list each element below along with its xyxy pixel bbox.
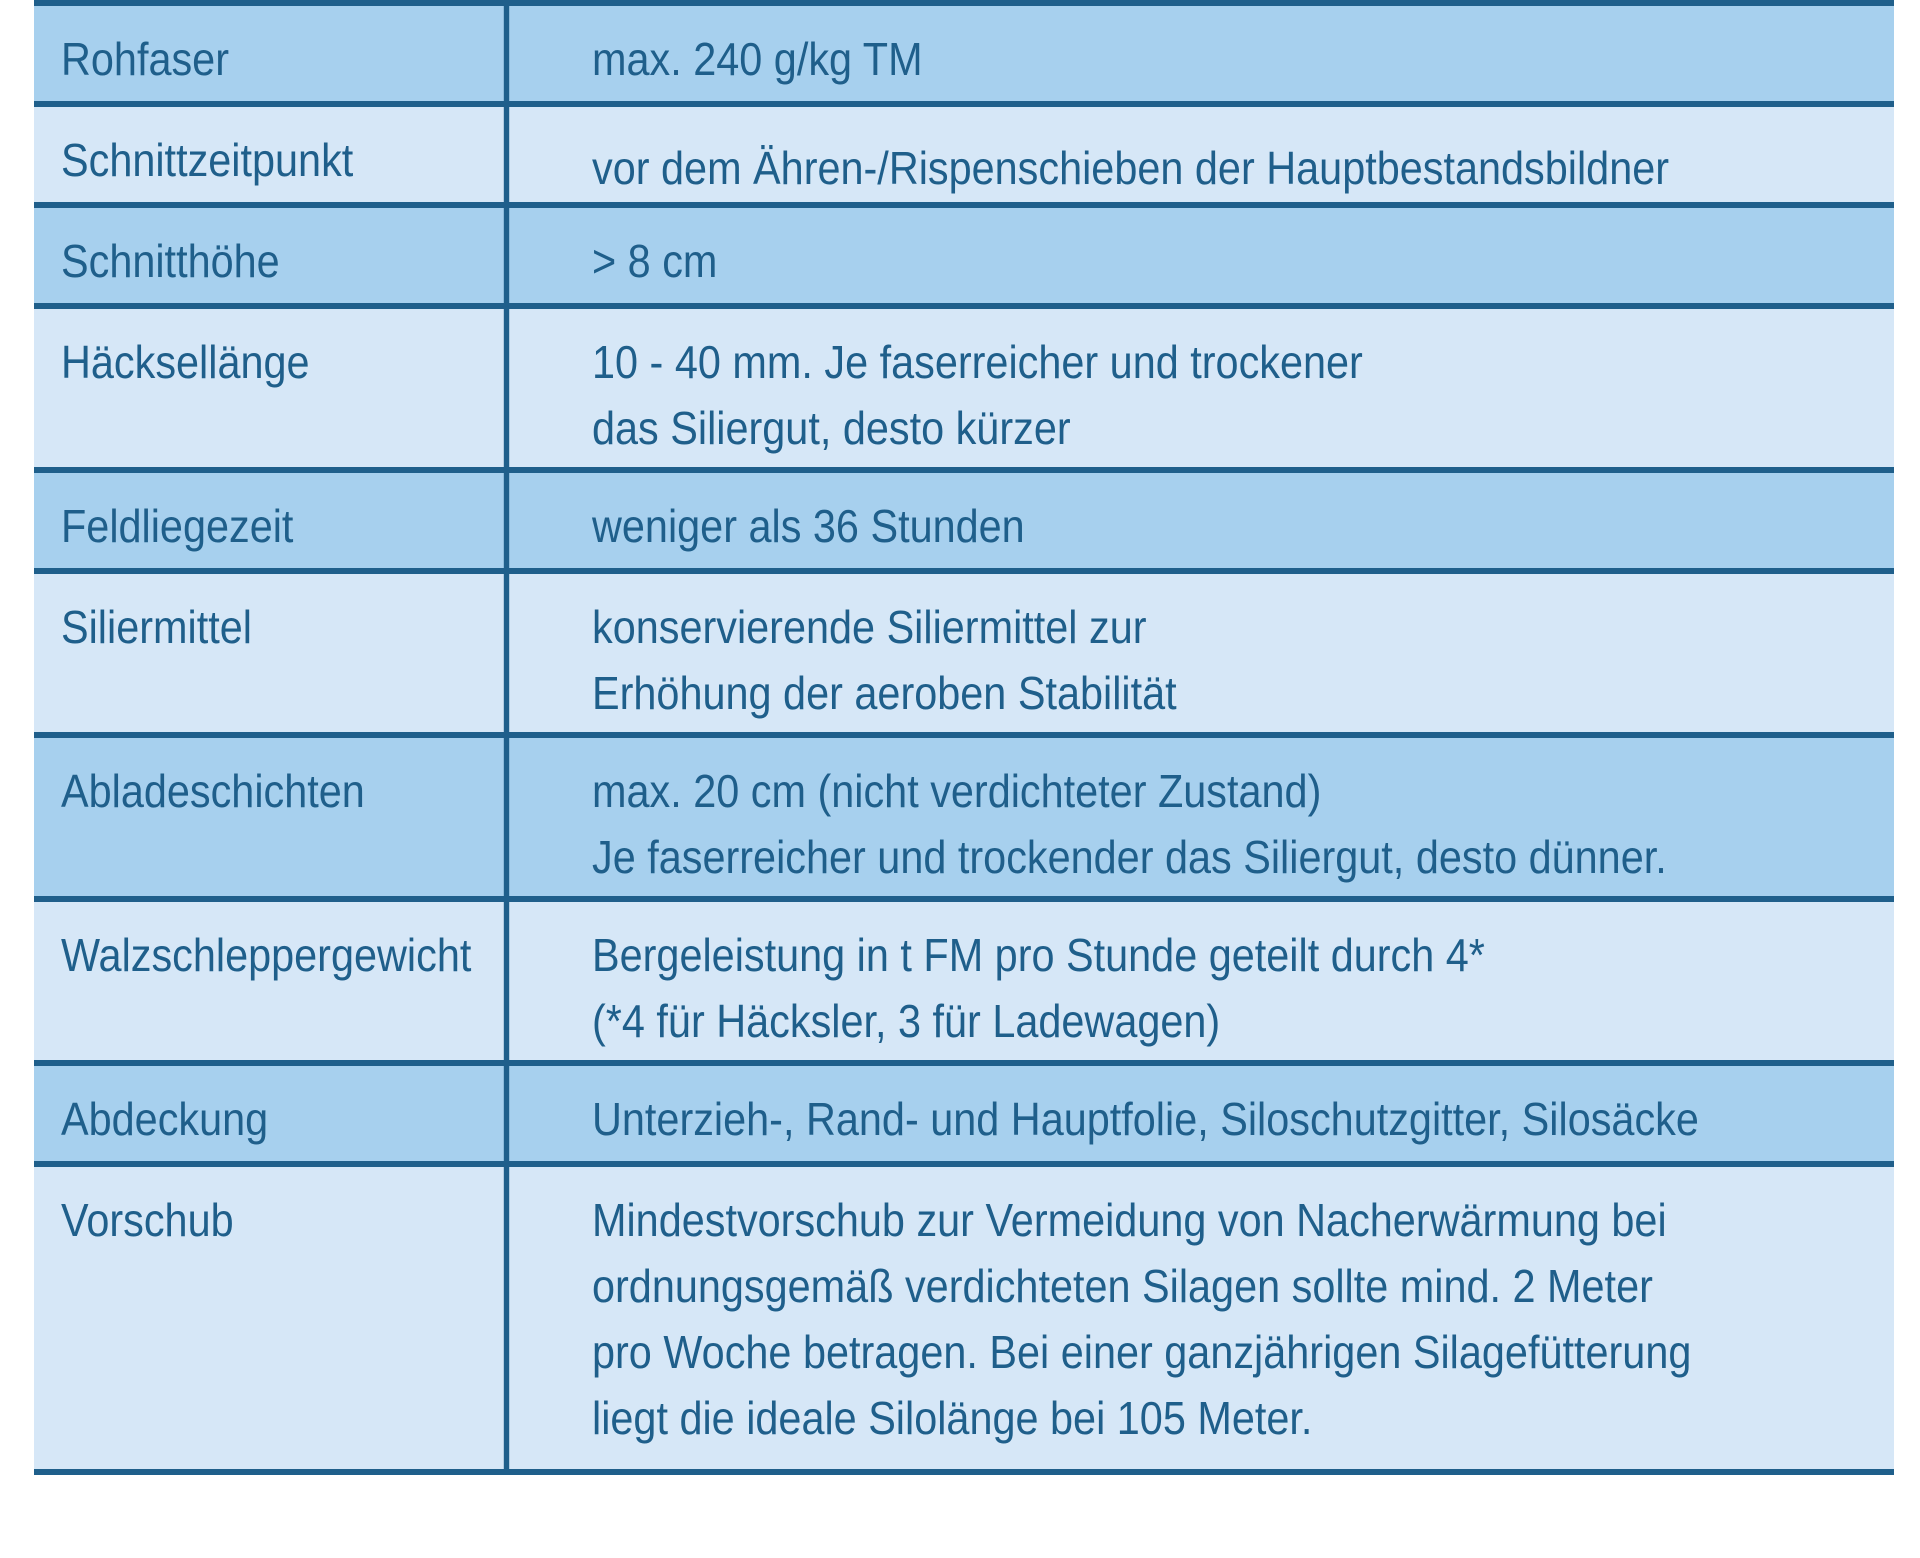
row-value-walzschleppergewicht: [562, 902, 1894, 1060]
table-row: [34, 6, 1894, 107]
row-value-schnittzeitpunkt: [562, 107, 1894, 202]
value-line: liegt die ideale Silolänge bei 105 Meter.: [592, 1392, 1313, 1444]
row-label-abdeckung: Abdeckung: [34, 1066, 509, 1161]
row-label-schnitthoehe: Schnitthöhe: [34, 208, 509, 303]
row-label-haecksellaenge: Häcksellänge: [34, 309, 509, 467]
value-line: Bergeleistung in t FM pro Stunde geteilt durch 4*: [592, 929, 1485, 981]
row-label-siliermittel: Siliermittel: [34, 574, 509, 732]
row-value-vorschub: [562, 1167, 1894, 1469]
value-line: Je faserreicher und trockender das Siliergut, desto dünner.: [592, 831, 1667, 883]
value-line: 10 - 40 mm. Je faserreicher und trockener: [592, 336, 1363, 388]
value-line: das Siliergut, desto kürzer: [592, 402, 1071, 454]
value-line: max. 20 cm (nicht verdichteter Zustand): [592, 765, 1322, 817]
value-line: Erhöhung der aeroben Stabilität: [592, 667, 1177, 719]
value-line: > 8 cm: [592, 235, 718, 287]
table-row: [34, 738, 1894, 902]
value-line: Unterzieh-, Rand- und Hauptfolie, Siloschutzgitter, Silosäcke: [592, 1093, 1699, 1145]
table-row: [34, 1167, 1894, 1475]
table-row: [34, 309, 1894, 473]
table-row: [34, 902, 1894, 1066]
value-line: (*4 für Häcksler, 3 für Ladewagen): [592, 995, 1221, 1047]
row-value-schnitthoehe: [562, 208, 1894, 303]
value-line: pro Woche betragen. Bei einer ganzjährigen Silagefütterung: [592, 1326, 1692, 1378]
row-value-rohfaser: [562, 6, 1894, 101]
value-line: konservierende Siliermittel zur: [592, 601, 1147, 653]
row-label-walzschleppergewicht: Walzschleppergewicht: [34, 902, 509, 1060]
row-label-vorschub: Vorschub: [34, 1167, 509, 1469]
row-label-schnittzeitpunkt: Schnittzeitpunkt: [34, 107, 509, 202]
row-value-haecksellaenge: [562, 309, 1894, 467]
value-line: ordnungsgemäß verdichteten Silagen sollte mind. 2 Meter: [592, 1260, 1653, 1312]
value-line: Mindestvorschub zur Vermeidung von Nacherwärmung bei: [592, 1194, 1667, 1246]
row-value-abdeckung: [562, 1066, 1894, 1161]
row-label-feldliegezeit: Feldliegezeit: [34, 473, 509, 568]
table-row: [34, 473, 1894, 574]
value-line: max. 240 g/kg TM: [592, 33, 923, 85]
table-row: [34, 574, 1894, 738]
row-label-abladeschichten: Abladeschichten: [34, 738, 509, 896]
table-row: [34, 107, 1894, 208]
silage-guidelines-table: [34, 0, 1894, 1475]
row-value-feldliegezeit: [562, 473, 1894, 568]
table-row: [34, 208, 1894, 309]
table-row: [34, 1066, 1894, 1167]
row-label-rohfaser: Rohfaser: [34, 6, 509, 101]
value-line: vor dem Ähren-/Rispenschieben der Hauptbestandsbildner: [592, 142, 1670, 194]
row-value-abladeschichten: [562, 738, 1894, 896]
row-value-siliermittel: [562, 574, 1894, 732]
value-line: weniger als 36 Stunden: [592, 500, 1025, 552]
